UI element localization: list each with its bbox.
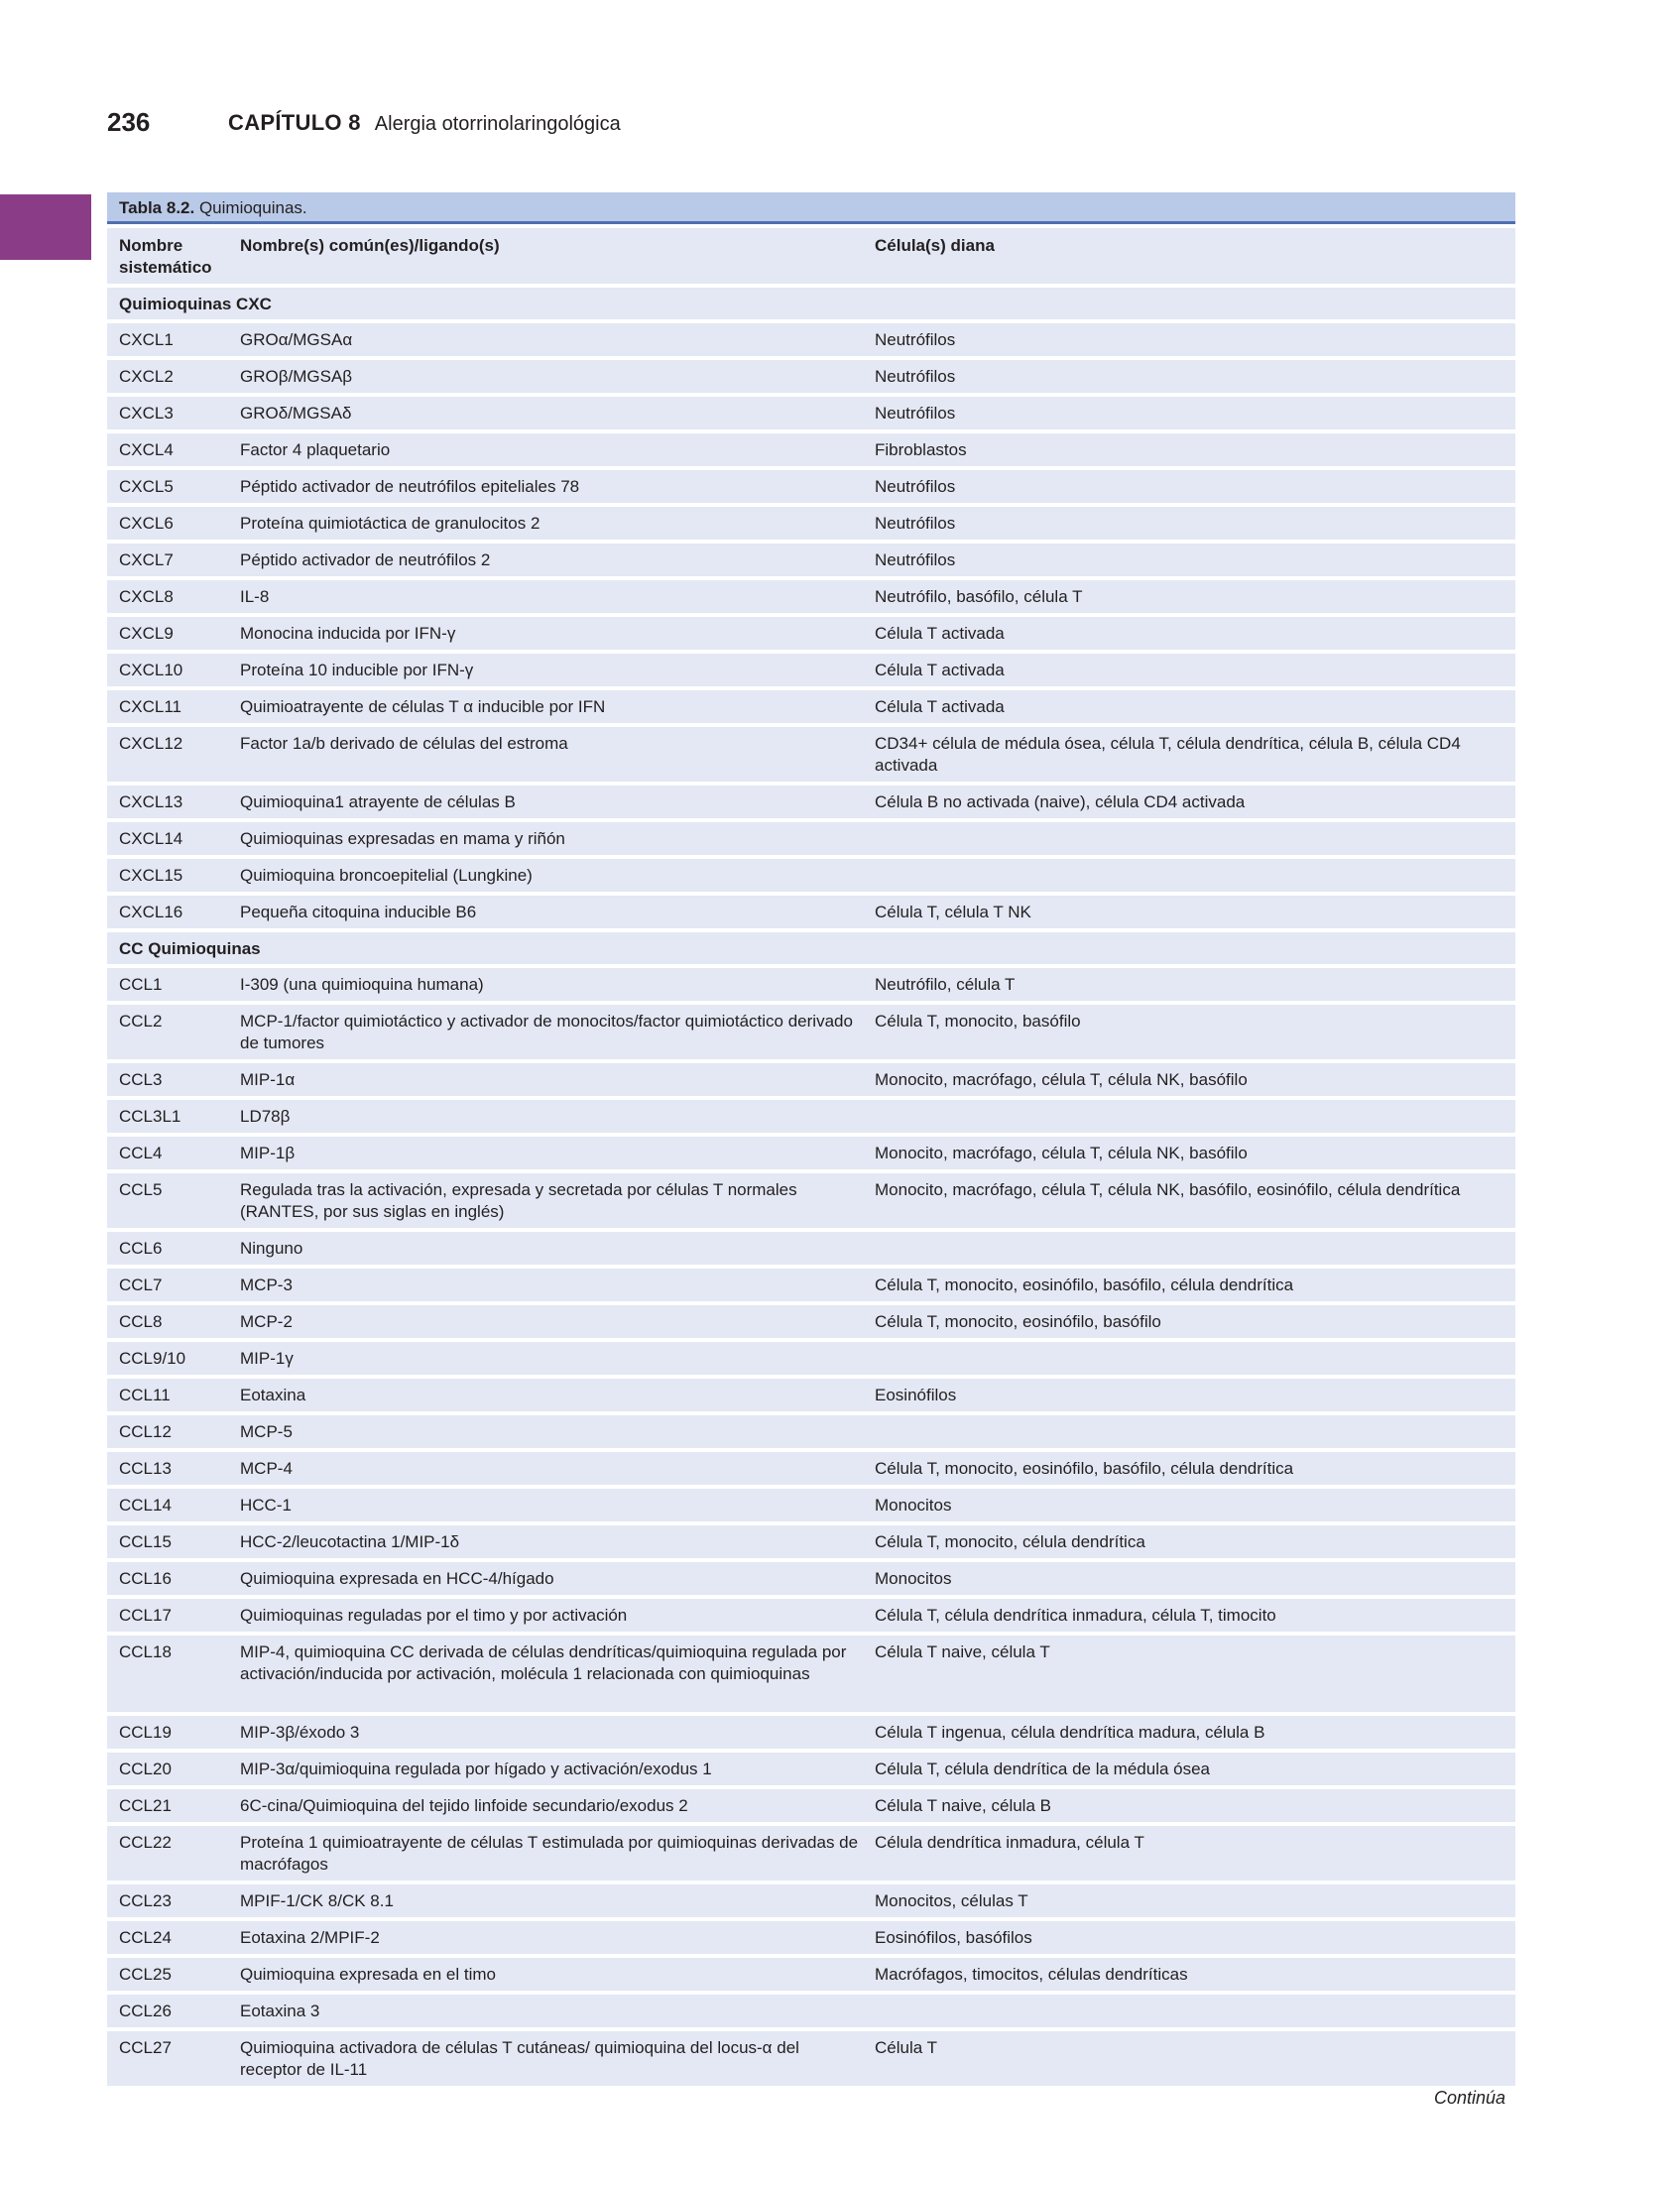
common-name-cell: Quimioquina expresada en HCC-4/hígado xyxy=(240,1569,554,1588)
table-row xyxy=(107,727,1515,782)
continued-note: Continúa xyxy=(1434,2088,1506,2108)
common-name-cell: MCP-4 xyxy=(240,1459,293,1478)
table-row xyxy=(107,654,1515,686)
table-row xyxy=(107,1005,1515,1059)
common-name-cell: MIP-1β xyxy=(240,1144,296,1162)
common-name-cell: IL-8 xyxy=(240,587,270,606)
common-name-cell: MCP-2 xyxy=(240,1312,293,1331)
chemokine-table xyxy=(107,192,1515,2086)
systematic-name-cell: CCL5 xyxy=(119,1180,163,1199)
common-name-cell: Quimioquinas expresadas en mama y riñón xyxy=(240,829,565,848)
table-row xyxy=(107,1415,1515,1448)
target-cells-cell: Eosinófilos xyxy=(875,1386,957,1404)
systematic-name-cell: CXCL6 xyxy=(119,514,174,533)
table-caption-label: Tabla 8.2. xyxy=(119,198,195,217)
table-row xyxy=(107,1342,1515,1375)
target-cells-cell: Monocitos xyxy=(875,1569,952,1588)
systematic-name-cell: CCL21 xyxy=(119,1796,172,1815)
target-cells-cell: Neutrófilo, basófilo, célula T xyxy=(875,587,1083,606)
table-row xyxy=(107,507,1515,540)
target-cells-cell: Célula T ingenua, célula dendrítica madura, célula B xyxy=(875,1723,1265,1742)
target-cells-cell: Célula T, monocito, basófilo xyxy=(875,1012,1081,1031)
systematic-name-cell: CCL11 xyxy=(119,1386,171,1404)
common-name-cell: MIP-3β/éxodo 3 xyxy=(240,1723,360,1742)
table-row xyxy=(107,1452,1515,1485)
table-row xyxy=(107,470,1515,503)
systematic-name-cell: CXCL3 xyxy=(119,404,174,423)
target-cells-cell: Célula T activada xyxy=(875,697,1005,716)
systematic-name-cell: CCL19 xyxy=(119,1723,172,1742)
table-header-row xyxy=(107,228,1515,284)
systematic-name-cell: CCL2 xyxy=(119,1012,163,1031)
target-cells-cell: Eosinófilos, basófilos xyxy=(875,1928,1032,1947)
chapter-title: Alergia otorrinolaringológica xyxy=(374,113,621,135)
table-section-row xyxy=(107,288,1515,319)
common-name-cell: Regulada tras la activación, expresada y secretada por células T normales (RANTES, por sus siglas en inglés) xyxy=(240,1180,797,1221)
systematic-name-cell: CXCL11 xyxy=(119,697,181,716)
target-cells-cell: Célula T naive, célula T xyxy=(875,1642,1050,1661)
common-name-cell: Factor 1a/b derivado de células del estroma xyxy=(240,734,568,753)
systematic-name-cell: CCL25 xyxy=(119,1965,172,1984)
target-cells-cell xyxy=(875,859,1515,892)
target-cells-cell: Célula B no activada (naive), célula CD4 activada xyxy=(875,792,1246,811)
common-name-cell: 6C-cina/Quimioquina del tejido linfoide secundario/exodus 2 xyxy=(240,1796,688,1815)
table-row xyxy=(107,1100,1515,1133)
common-name-cell: MCP-3 xyxy=(240,1275,293,1294)
table-row xyxy=(107,1063,1515,1096)
table-row xyxy=(107,360,1515,393)
systematic-name-cell: CXCL8 xyxy=(119,587,174,606)
systematic-name-cell: CXCL12 xyxy=(119,734,183,753)
common-name-cell: MPIF-1/CK 8/CK 8.1 xyxy=(240,1891,394,1910)
common-name-cell: Ninguno xyxy=(240,1239,303,1258)
target-cells-cell: Célula T, célula T NK xyxy=(875,903,1031,921)
target-cells-cell: Célula T, célula dendrítica inmadura, célula T, timocito xyxy=(875,1606,1276,1625)
table-row xyxy=(107,1305,1515,1338)
table-row xyxy=(107,1958,1515,1991)
target-cells-cell: Célula T xyxy=(875,2038,937,2057)
systematic-name-cell: CCL14 xyxy=(119,1496,172,1515)
target-cells-cell: Célula T naive, célula B xyxy=(875,1796,1051,1815)
common-name-cell: HCC-2/leucotactina 1/MIP-1δ xyxy=(240,1532,460,1551)
systematic-name-cell: CCL4 xyxy=(119,1144,163,1162)
systematic-name-cell: CCL24 xyxy=(119,1928,172,1947)
systematic-name-cell: CXCL16 xyxy=(119,903,183,921)
target-cells-cell xyxy=(875,1100,1515,1133)
common-name-cell: Quimioquina broncoepitelial (Lungkine) xyxy=(240,866,533,885)
table-row xyxy=(107,1599,1515,1632)
table-row xyxy=(107,1636,1515,1712)
table-row xyxy=(107,1562,1515,1595)
common-name-cell: Quimioquina1 atrayente de células B xyxy=(240,792,516,811)
target-cells-cell: Neutrófilos xyxy=(875,550,956,569)
table-row xyxy=(107,1995,1515,2027)
target-cells-cell xyxy=(875,1342,1515,1375)
table-row xyxy=(107,1921,1515,1954)
target-cells-cell: Neutrófilos xyxy=(875,514,956,533)
target-cells-cell: Célula T, monocito, célula dendrítica xyxy=(875,1532,1145,1551)
common-name-cell: MIP-3α/quimioquina regulada por hígado y activación/exodus 1 xyxy=(240,1760,712,1778)
table-row xyxy=(107,859,1515,892)
target-cells-cell: Neutrófilos xyxy=(875,477,956,496)
systematic-name-cell: CCL7 xyxy=(119,1275,163,1294)
table-row xyxy=(107,968,1515,1001)
target-cells-cell: Neutrófilos xyxy=(875,367,956,386)
common-name-cell: Quimioquina activadora de células T cutáneas/ quimioquina del locus-α del receptor de IL-11 xyxy=(240,2038,799,2079)
systematic-name-cell: CCL6 xyxy=(119,1239,163,1258)
systematic-name-cell: CCL17 xyxy=(119,1606,172,1625)
table-row xyxy=(107,1884,1515,1917)
table-caption xyxy=(107,192,1515,224)
systematic-name-cell: CXCL7 xyxy=(119,550,174,569)
systematic-name-cell: CXCL14 xyxy=(119,829,183,848)
systematic-name-cell: CCL27 xyxy=(119,2038,172,2057)
systematic-name-cell: CCL22 xyxy=(119,1833,172,1852)
common-name-cell: MIP-1α xyxy=(240,1070,296,1089)
systematic-name-cell: CCL8 xyxy=(119,1312,163,1331)
table-row xyxy=(107,1173,1515,1228)
target-cells-cell: Célula T activada xyxy=(875,624,1005,643)
chapter-label: CAPÍTULO 8 xyxy=(228,110,361,135)
target-cells-cell: Célula dendrítica inmadura, célula T xyxy=(875,1833,1144,1852)
table-row xyxy=(107,1269,1515,1301)
systematic-name-cell: CCL13 xyxy=(119,1459,172,1478)
common-name-cell: Eotaxina 2/MPIF-2 xyxy=(240,1928,380,1947)
target-cells-cell: Monocito, macrófago, célula T, célula NK, basófilo xyxy=(875,1144,1248,1162)
chapter-heading xyxy=(228,110,621,136)
common-name-cell: GROβ/MGSAβ xyxy=(240,367,353,386)
common-name-cell: Quimioatrayente de células T α inducible por IFN xyxy=(240,697,606,716)
target-cells-cell: Fibroblastos xyxy=(875,440,967,459)
target-cells-cell xyxy=(875,1415,1515,1448)
systematic-name-cell: CCL15 xyxy=(119,1532,172,1551)
section-title: CC Quimioquinas xyxy=(119,939,261,958)
table-row xyxy=(107,433,1515,466)
systematic-name-cell: CCL23 xyxy=(119,1891,172,1910)
target-cells-cell: Monocitos xyxy=(875,1496,952,1515)
systematic-name-cell: CXCL1 xyxy=(119,330,174,349)
common-name-cell: Monocina inducida por IFN-γ xyxy=(240,624,456,643)
common-name-cell: Pequeña citoquina inducible B6 xyxy=(240,903,477,921)
header-systematic-name: Nombre sistemático xyxy=(119,236,212,277)
target-cells-cell: Neutrófilos xyxy=(875,330,956,349)
table-body xyxy=(107,288,1515,2086)
target-cells-cell xyxy=(875,1232,1515,1265)
common-name-cell: GROδ/MGSAδ xyxy=(240,404,352,423)
table-row xyxy=(107,1525,1515,1558)
table-row xyxy=(107,1232,1515,1265)
table-row xyxy=(107,786,1515,818)
table-row xyxy=(107,1489,1515,1521)
systematic-name-cell: CCL1 xyxy=(119,975,163,994)
table-row xyxy=(107,1789,1515,1822)
table-caption-text: Quimioquinas. xyxy=(198,198,307,217)
common-name-cell: LD78β xyxy=(240,1107,291,1126)
target-cells-cell: Célula T, monocito, eosinófilo, basófilo xyxy=(875,1312,1161,1331)
common-name-cell: GROα/MGSAα xyxy=(240,330,353,349)
systematic-name-cell: CXCL13 xyxy=(119,792,183,811)
systematic-name-cell: CXCL4 xyxy=(119,440,174,459)
common-name-cell: Quimioquinas reguladas por el timo y por activación xyxy=(240,1606,628,1625)
target-cells-cell xyxy=(875,1995,1515,2027)
chapter-side-tab xyxy=(0,194,91,260)
common-name-cell: MCP-5 xyxy=(240,1422,293,1441)
systematic-name-cell: CXCL2 xyxy=(119,367,174,386)
common-name-cell: Proteína quimiotáctica de granulocitos 2 xyxy=(240,514,540,533)
systematic-name-cell: CCL16 xyxy=(119,1569,172,1588)
table-row xyxy=(107,896,1515,928)
common-name-cell: MCP-1/factor quimiotáctico y activador de monocitos/factor quimiotáctico derivado de tumores xyxy=(240,1012,853,1052)
table-row xyxy=(107,690,1515,723)
systematic-name-cell: CCL18 xyxy=(119,1642,172,1661)
common-name-cell: Péptido activador de neutrófilos 2 xyxy=(240,550,491,569)
common-name-cell: HCC-1 xyxy=(240,1496,292,1515)
table-row xyxy=(107,2031,1515,2086)
systematic-name-cell: CXCL5 xyxy=(119,477,174,496)
systematic-name-cell: CCL20 xyxy=(119,1760,172,1778)
table-row xyxy=(107,397,1515,429)
common-name-cell: MIP-4, quimioquina CC derivada de células dendríticas/quimioquina regulada por activación/inducida por activación, molécula 1 relacionada con quimioquinas xyxy=(240,1642,847,1683)
table-row xyxy=(107,1753,1515,1785)
common-name-cell: Quimioquina expresada en el timo xyxy=(240,1965,496,1984)
table-row xyxy=(107,1379,1515,1411)
target-cells-cell: Macrófagos, timocitos, células dendríticas xyxy=(875,1965,1188,1984)
table-row xyxy=(107,617,1515,650)
table-row xyxy=(107,544,1515,576)
common-name-cell: Eotaxina xyxy=(240,1386,306,1404)
header-common-name: Nombre(s) común(es)/ligando(s) xyxy=(240,236,500,255)
common-name-cell: Eotaxina 3 xyxy=(240,2002,320,2020)
common-name-cell: I-309 (una quimioquina humana) xyxy=(240,975,484,994)
common-name-cell: Péptido activador de neutrófilos epiteliales 78 xyxy=(240,477,580,496)
systematic-name-cell: CCL3 xyxy=(119,1070,163,1089)
systematic-name-cell: CXCL9 xyxy=(119,624,174,643)
section-title: Quimioquinas CXC xyxy=(119,295,272,313)
target-cells-cell: Monocitos, células T xyxy=(875,1891,1028,1910)
common-name-cell: Factor 4 plaquetario xyxy=(240,440,391,459)
systematic-name-cell: CCL9/10 xyxy=(119,1349,186,1368)
target-cells-cell: Célula T, monocito, eosinófilo, basófilo, célula dendrítica xyxy=(875,1275,1294,1294)
systematic-name-cell: CXCL10 xyxy=(119,661,183,679)
table-row xyxy=(107,323,1515,356)
target-cells-cell: Neutrófilo, célula T xyxy=(875,975,1016,994)
target-cells-cell: Neutrófilos xyxy=(875,404,956,423)
common-name-cell: MIP-1γ xyxy=(240,1349,294,1368)
target-cells-cell: Célula T, monocito, eosinófilo, basófilo, célula dendrítica xyxy=(875,1459,1294,1478)
target-cells-cell: CD34+ célula de médula ósea, célula T, célula dendrítica, célula B, célula CD4 activada xyxy=(875,734,1461,775)
systematic-name-cell: CCL12 xyxy=(119,1422,172,1441)
target-cells-cell: Monocito, macrófago, célula T, célula NK, basófilo xyxy=(875,1070,1248,1089)
common-name-cell: Proteína 10 inducible por IFN-γ xyxy=(240,661,474,679)
table-row xyxy=(107,1826,1515,1881)
table-row xyxy=(107,822,1515,855)
header-target-cells: Célula(s) diana xyxy=(875,236,995,255)
target-cells-cell: Célula T activada xyxy=(875,661,1005,679)
systematic-name-cell: CCL26 xyxy=(119,2002,172,2020)
target-cells-cell xyxy=(875,822,1515,855)
table-row xyxy=(107,1137,1515,1169)
table-row xyxy=(107,580,1515,613)
common-name-cell: Proteína 1 quimioatrayente de células T estimulada por quimioquinas derivadas de macrófagos xyxy=(240,1833,859,1874)
table-row xyxy=(107,1716,1515,1749)
systematic-name-cell: CCL3L1 xyxy=(119,1107,181,1126)
systematic-name-cell: CXCL15 xyxy=(119,866,183,885)
page-number: 236 xyxy=(107,107,151,137)
table-section-row xyxy=(107,932,1515,964)
target-cells-cell: Monocito, macrófago, célula T, célula NK, basófilo, eosinófilo, célula dendrítica xyxy=(875,1180,1461,1199)
target-cells-cell: Célula T, célula dendrítica de la médula ósea xyxy=(875,1760,1211,1778)
